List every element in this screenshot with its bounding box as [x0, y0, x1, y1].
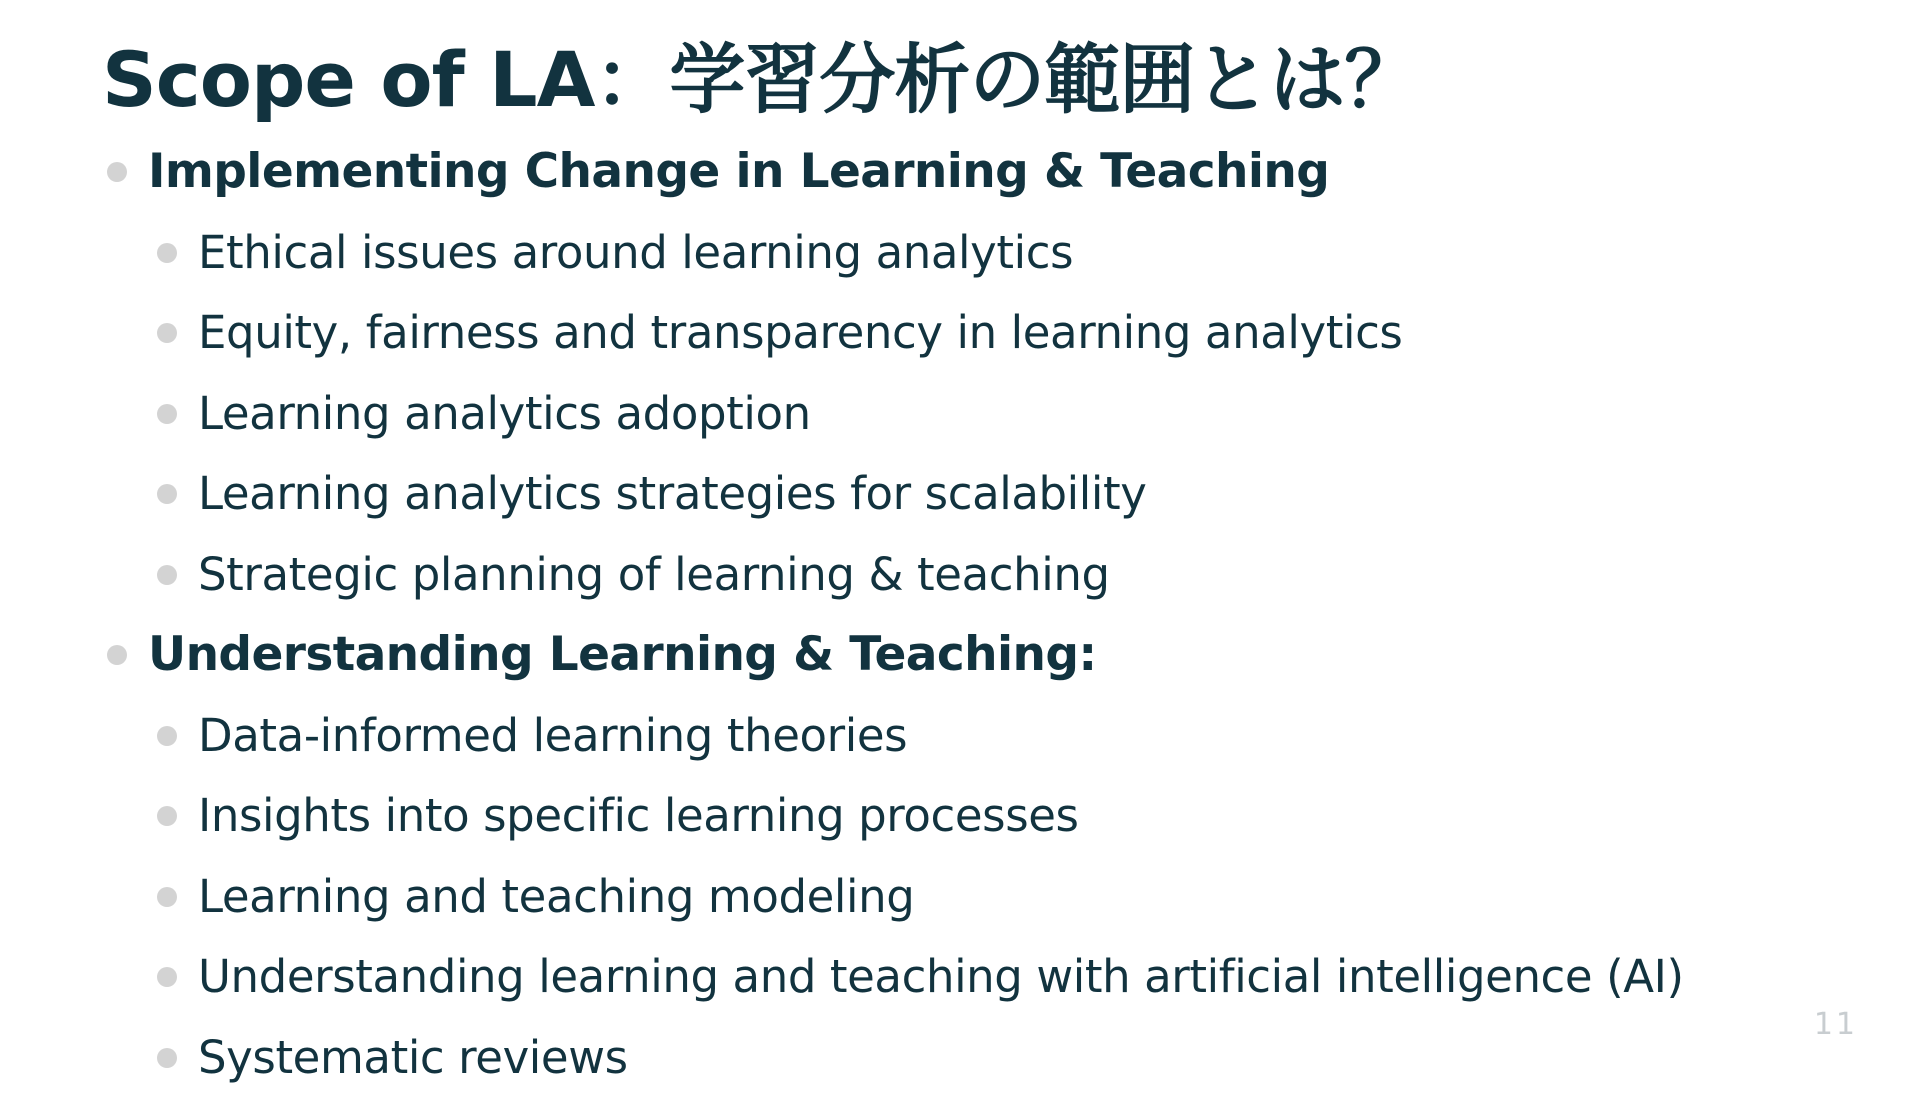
sub-bullet-item — [0, 1018, 1684, 1098]
bullet-dot-icon — [107, 645, 127, 665]
sub-bullet-item — [0, 374, 1684, 455]
bullet-dot-icon — [157, 967, 177, 987]
bullet-dot-icon — [157, 323, 177, 343]
sub-bullet-item — [0, 293, 1684, 374]
bullet-text: Equity, fairness and transparency in learning analytics — [198, 306, 1402, 359]
bullet-text: Data-informed learning theories — [198, 709, 907, 762]
slide-title: Scope of LA：学習分析の範囲とは？ — [102, 30, 1419, 130]
bullet-text: Strategic planning of learning & teaching — [198, 548, 1110, 601]
sub-bullet-item — [0, 776, 1684, 857]
sub-bullet-item — [0, 937, 1684, 1018]
bullet-text: Understanding Learning & Teaching: — [148, 627, 1097, 682]
bullet-text: Learning analytics strategies for scalability — [198, 467, 1146, 520]
bullet-dot-icon — [157, 243, 177, 263]
bullet-text: Learning and teaching modeling — [198, 870, 914, 923]
bullet-dot-icon — [107, 162, 127, 182]
sub-bullet-item — [0, 857, 1684, 938]
bullet-text: Implementing Change in Learning & Teaching — [148, 144, 1329, 199]
bullet-dot-icon — [157, 484, 177, 504]
bullet-item — [0, 132, 1684, 213]
bullet-dot-icon — [157, 565, 177, 585]
bullet-text: Learning analytics adoption — [198, 387, 811, 440]
bullet-text: Ethical issues around learning analytics — [198, 226, 1073, 279]
bullet-dot-icon — [157, 1048, 177, 1068]
bullet-dot-icon — [157, 404, 177, 424]
sub-bullet-item — [0, 213, 1684, 294]
bullet-text: Systematic reviews — [198, 1031, 628, 1084]
bullet-text: Insights into specific learning processes — [198, 789, 1079, 842]
page-number: 11 — [1814, 1007, 1858, 1042]
bullet-list — [0, 132, 1684, 1098]
bullet-dot-icon — [157, 806, 177, 826]
sub-bullet-item — [0, 535, 1684, 616]
bullet-dot-icon — [157, 887, 177, 907]
bullet-item — [0, 615, 1684, 696]
sub-bullet-item — [0, 454, 1684, 535]
bullet-dot-icon — [157, 726, 177, 746]
bullet-text: Understanding learning and teaching with artificial intelligence (AI) — [198, 950, 1684, 1003]
sub-bullet-item — [0, 696, 1684, 777]
